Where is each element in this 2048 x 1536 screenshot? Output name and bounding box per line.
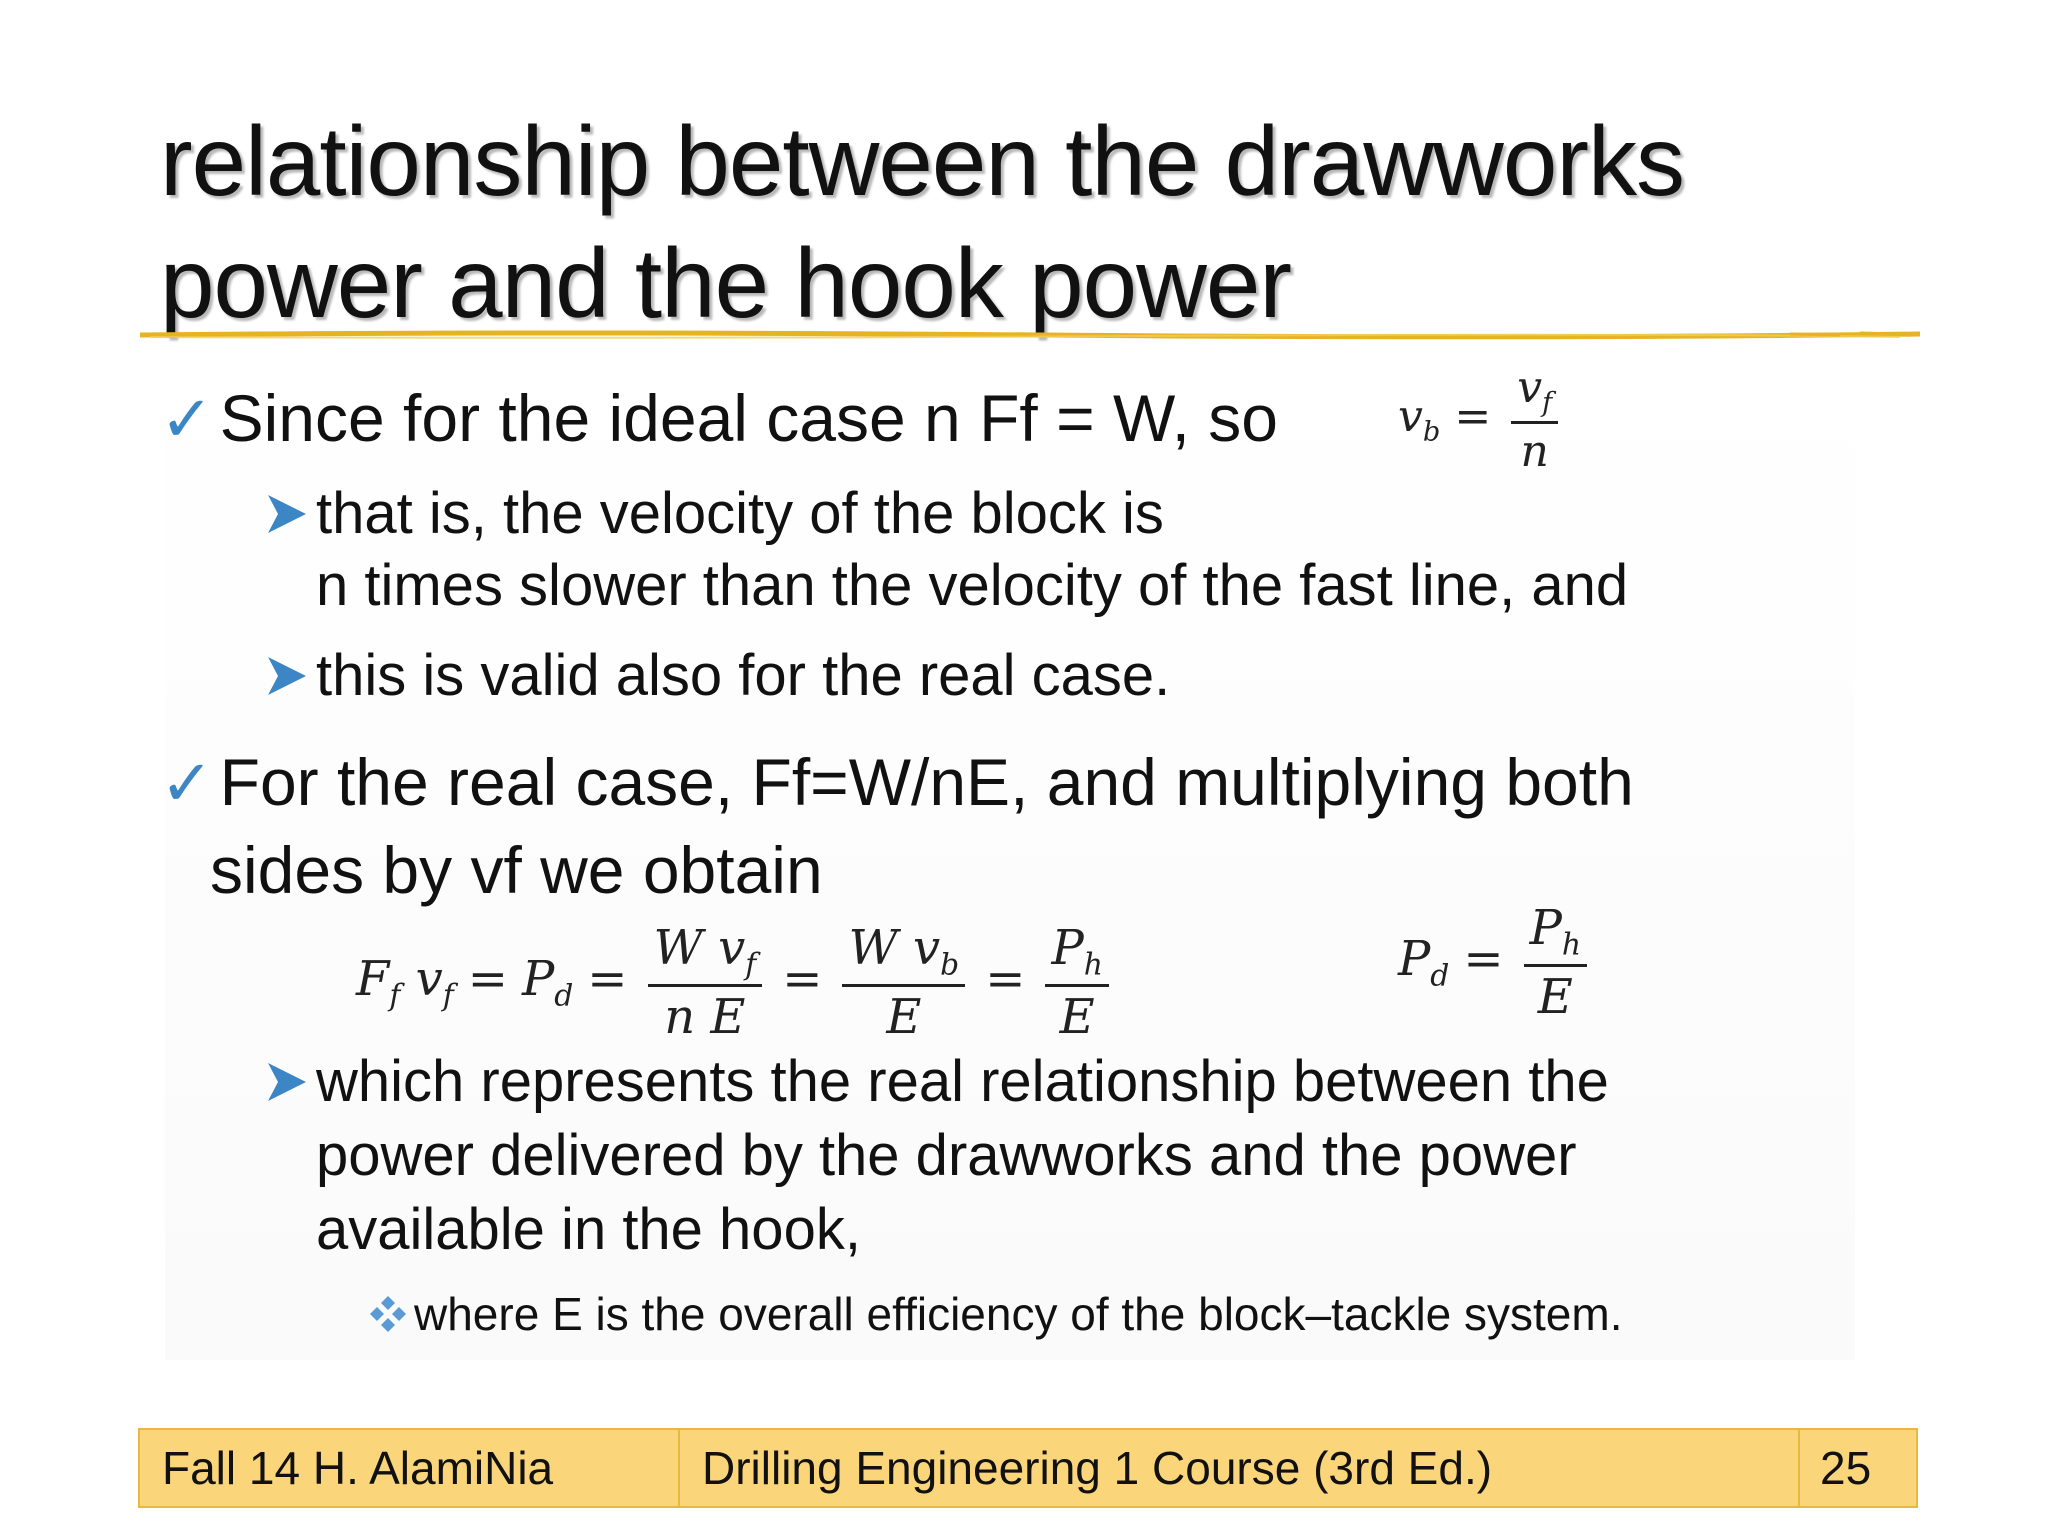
slide-footer [138,1428,1918,1508]
bullet-2-sub-1-text: which represents the real relationship between the [316,1049,1609,1114]
check-icon: ✓ [160,747,214,819]
bullet-1-sub-1-text: that is, the velocity of the block is [316,481,1164,546]
bullet-2-sub-1-cont-1: power delivered by the drawworks and the power [316,1123,1577,1188]
bullet-1-sub-2 [262,640,1170,712]
page-number: 25 [1820,1442,1872,1494]
bullet-2-sub-1 [262,1046,1609,1118]
bullet-1-text: Since for the ideal case n Ff = W, so [219,381,1278,455]
bullet-1-sub-1-cont: n times slower than the velocity of the fast line, and [316,553,1629,618]
check-icon: ✓ [160,383,214,455]
title-line-2: power and the hook power [160,228,1291,338]
title-line-1: relationship between the drawworks [160,106,1684,216]
slide-title [160,100,1940,344]
bullet-2-sub-1-sub-1 [368,1284,1623,1344]
footer-author: Fall 14 H. AlamiNia [140,1430,680,1506]
arrow-bullet-icon [262,489,312,539]
bullet-1-sub-1 [262,478,1164,550]
bullet-2-text: For the real case, Ff=W/nE, and multiplying both [219,745,1634,819]
equation-power: $F_f$ $v_f = P_d$ = $\frac{W v_f}{\text{n E}}$ = $\frac{W v_b}{E}$ = $\frac{P_h}{E}$ [356,920,1115,1045]
bullet-2 [160,742,1634,823]
bullet-1-sub-2-text: this is valid also for the real case. [316,643,1171,708]
equation-vb: $v_b$ = $\frac{v_f}{n}$ [1398,362,1564,477]
footer-course: Drilling Engineering 1 Course (3rd Ed.) [680,1430,1800,1506]
title-divider [140,328,1920,342]
arrow-bullet-icon [262,1057,312,1107]
bullet-2-sub-1-cont-2: available in the hook, [316,1197,861,1262]
arrow-bullet-icon [262,651,312,701]
bullet-2-cont: sides by vf we obtain [210,833,823,907]
bullet-1 [160,378,1278,459]
diamond-bullet-icon [368,1294,408,1334]
bullet-2-sub-1-sub-1-text: where E is the overall efficiency of the block–tackle system. [414,1288,1623,1340]
equation-pd: $P_d$ = $\frac{P_h}{E}$ [1398,900,1593,1025]
